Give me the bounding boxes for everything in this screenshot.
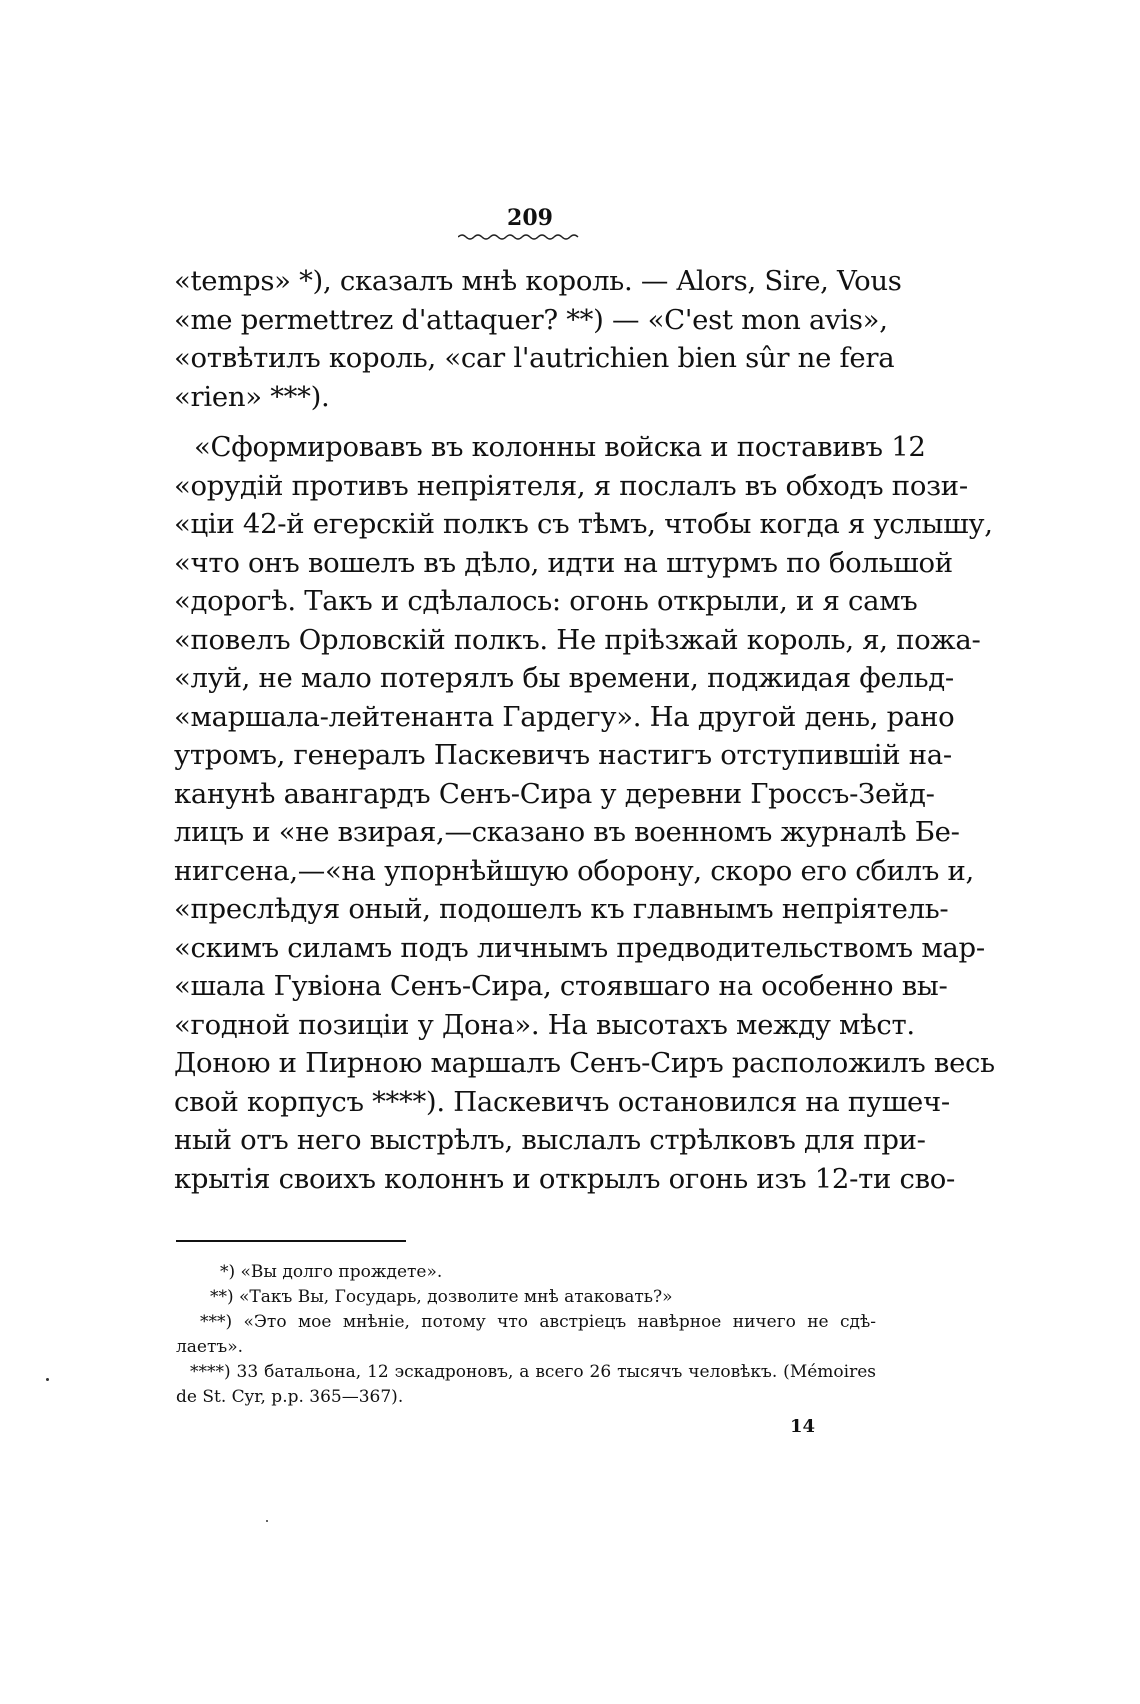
footnote: **) «Такъ Вы, Государь, дозволите мнѣ атаковать?»: [210, 1287, 673, 1307]
page-number-ornament: [458, 232, 580, 240]
body-line: «шала Гувіона Сенъ-Сира, стоявшаго на особенно вы-: [174, 970, 948, 1002]
body-line: ный отъ него выстрѣлъ, выслалъ стрѣлковъ для при-: [174, 1124, 926, 1156]
body-line: крытія своихъ колоннъ и открылъ огонь изъ 12-ти сво-: [174, 1162, 956, 1195]
body-line: «орудій противъ непріятеля, я послалъ въ обходъ пози-: [174, 469, 968, 502]
footnote: ***) «Это мое мнѣніе, потому что австріецъ навѣрное ничего не сдѣ-: [200, 1312, 876, 1332]
body-line: «годной позиціи у Дона». На высотахъ между мѣст.: [174, 1008, 915, 1041]
body-line: нигсена,—«на упорнѣйшую оборону, скоро его сбилъ и,: [174, 854, 974, 887]
body-line: лицъ и «не взирая,—сказано въ военномъ журналѣ Бе-: [174, 816, 960, 848]
body-line: «me permettrez d'attaquer? **) — «C'est mon avis»,: [174, 303, 888, 336]
body-line: «отвѣтилъ король, «car l'autrichien bien sûr ne fera: [174, 342, 895, 374]
footnote-continuation: лаетъ».: [176, 1337, 244, 1357]
body-line: «скимъ силамъ подъ личнымъ предводительствомъ мар-: [174, 931, 985, 964]
footnote-separator: [176, 1240, 406, 1242]
body-line: «маршала-лейтенанта Гардегу». На другой день, рано: [174, 700, 955, 733]
scan-speck: [266, 1520, 268, 1522]
body-line: «преслѣдуя оный, подошелъ къ главнымъ непріятель-: [174, 893, 949, 925]
body-line: утромъ, генералъ Паскевичъ настигъ отступившій на-: [174, 739, 952, 771]
paragraph-gap: [174, 416, 876, 428]
footnote: *) «Вы долго прождете».: [220, 1262, 443, 1282]
body-line: «что онъ вошелъ въ дѣло, идти на штурмъ по большой: [174, 546, 953, 579]
body-line: свой корпусъ ****). Паскевичъ остановился на пушеч-: [174, 1085, 950, 1118]
footnotes: [176, 1260, 876, 1410]
body-line: «temps» *), сказалъ мнѣ король. — Alors, Sire, Vous: [174, 265, 902, 297]
page-number: 209: [507, 205, 553, 231]
body-line: канунѣ авангардъ Сенъ-Сира у деревни Гроссъ-Зейд-: [174, 777, 935, 810]
body-line: «дорогѣ. Такъ и сдѣлалось: огонь открыли, и я самъ: [174, 585, 918, 617]
footnote-continuation: de St. Cyr, p.p. 365—367).: [176, 1387, 404, 1407]
body-text: [174, 262, 995, 1198]
body-line: «ціи 42-й егерскій полкъ съ тѣмъ, чтобы когда я услышу,: [174, 508, 993, 540]
body-line: «луй, не мало потерялъ бы времени, поджидая фельд-: [174, 662, 954, 694]
scan-speck: [46, 1378, 49, 1381]
footnote: ****) 33 батальона, 12 эскадроновъ, а всего 26 тысячъ человѣкъ. (Mémoires: [190, 1362, 876, 1382]
body-line: «Сформировавъ въ колонны войска и поставивъ 12: [194, 431, 926, 463]
body-line: «rien» ***).: [174, 380, 330, 413]
signature-mark: 14: [790, 1416, 816, 1437]
body-line: «повелъ Орловскій полкъ. Не пріѣзжай король, я, пожа-: [174, 623, 981, 656]
body-line: Доною и Пирною маршалъ Сенъ-Сиръ расположилъ весь: [174, 1047, 995, 1079]
